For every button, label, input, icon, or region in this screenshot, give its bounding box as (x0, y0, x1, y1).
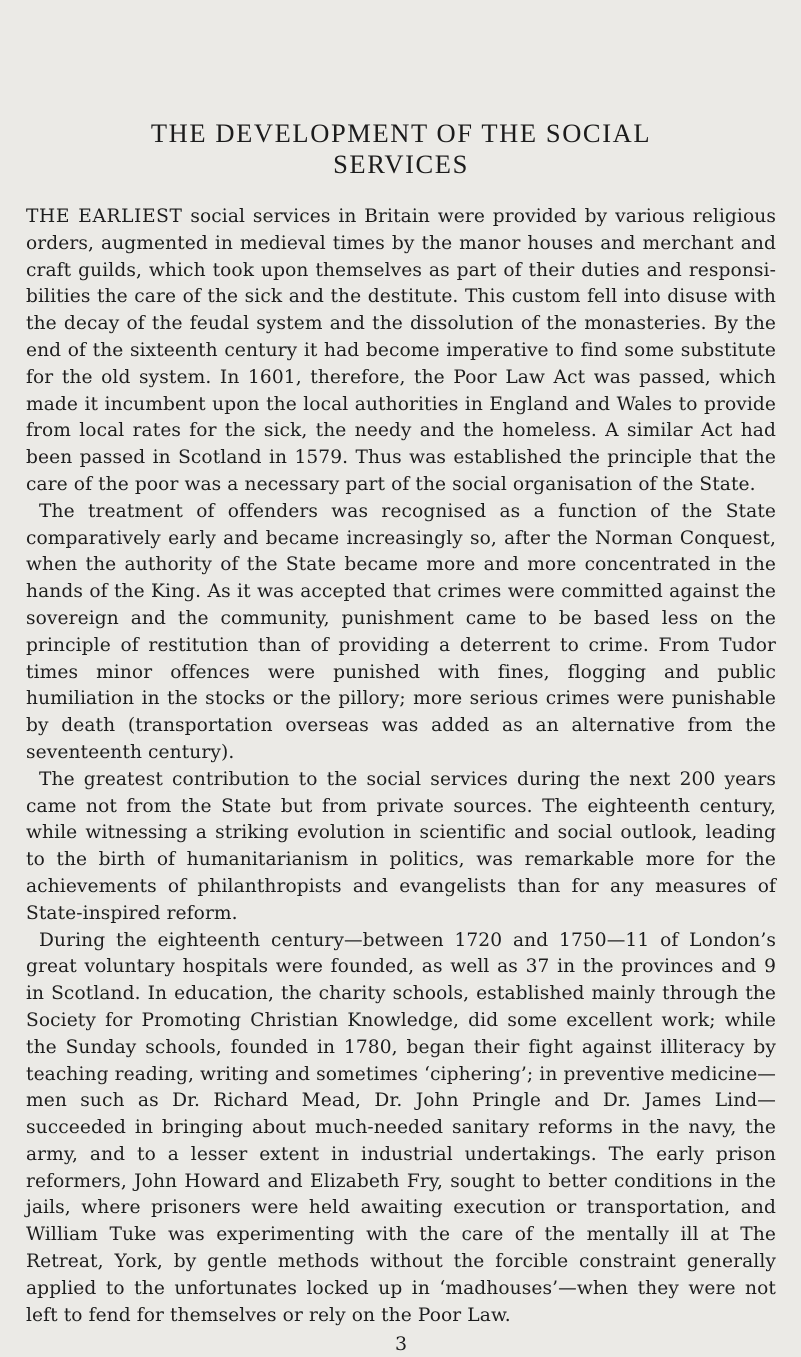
paragraph-3: The greatest contribution to the social services during the next 200 years came not from the State but from private sources. The eighteenth century, while witnessing a striking evolution in scientific and social outlook, leading to the birth of humanitarianism in politics, was remarkable more for the achievements of philanthropists and evangelists than for any measures of State-inspired reform. (26, 768, 776, 924)
page-number: 3 (394, 1333, 408, 1356)
chapter-title-line-1: THE DEVELOPMENT OF THE SOCIAL (150, 118, 652, 148)
chapter-title-line-2: SERVICES (333, 149, 469, 179)
body-text (26, 204, 776, 1329)
paragraph-2: The treatment of offenders was recognised as a function of the State comparatively early and became increasingly so, after the Norman Conquest, when the authority of the State became more and more concentrated in the hands of the King. As it was accepted that crimes were committed against the sovereign and the community, punishment came to be based less on the principle of restitution than of providing a deterrent to crime. From Tudor times minor offences were punished with fines, flogging and public humiliation in the stocks or the pillory; more serious crimes were punishable by death (transportation overseas was added as an alternative from the seventeenth century). (26, 500, 776, 763)
chapter-title (26, 118, 776, 180)
paragraph-4: During the eighteenth century—between 1720 and 1750—11 of London’s great voluntary hospitals were founded, as well as 37 in the provinces and 9 in Scotland. In education, the charity schools, established mainly through the Society for Promoting Christian Knowledge, did some excellent work; while the Sunday schools, founded in 1780, began their fight against illiteracy by teaching reading, writing and sometimes ‘ciphering’; in preventive medicine—men such as Dr. Richard Mead, Dr. John Pringle and Dr. James Lind—succeeded in bringing about much-needed sanitary reforms in the navy, the army, and to a lesser extent in industrial undertakings. The early prison reformers, John Howard and Elizabeth Fry, sought to better conditions in the jails, where prisoners were held awaiting execution or transportation, and William Tuke was experimenting with the care of the mentally ill at The Retreat, York, by gentle methods without the forcible constraint generally applied to the unfortunates locked up in ‘madhouses’—when they were not left to fend for themselves or rely on the Poor Law. (26, 929, 776, 1326)
paragraph-1 (26, 204, 776, 499)
opening-words: THE EARLIEST (26, 206, 183, 227)
paragraph-1-text: social services in Britain were provided by various religious orders, augmented in medieval times by the manor houses and merchant and craft guilds, which took upon themselves as part of their duties and responsi-bilities the care of the sick and the destitute. This custom fell into disuse with the decay of the feudal system and the dissolution of the monasteries. By the end of the sixteenth century it had become imperative to find some substitute for the old system. In 1601, therefore, the Poor Law Act was passed, which made it incumbent upon the local authorities in England and Wales to provide from local rates for the sick, the needy and the homeless. A similar Act had been passed in Scotland in 1579. Thus was established the principle that the care of the poor was a necessary part of the social organisation of the State. (26, 206, 776, 495)
